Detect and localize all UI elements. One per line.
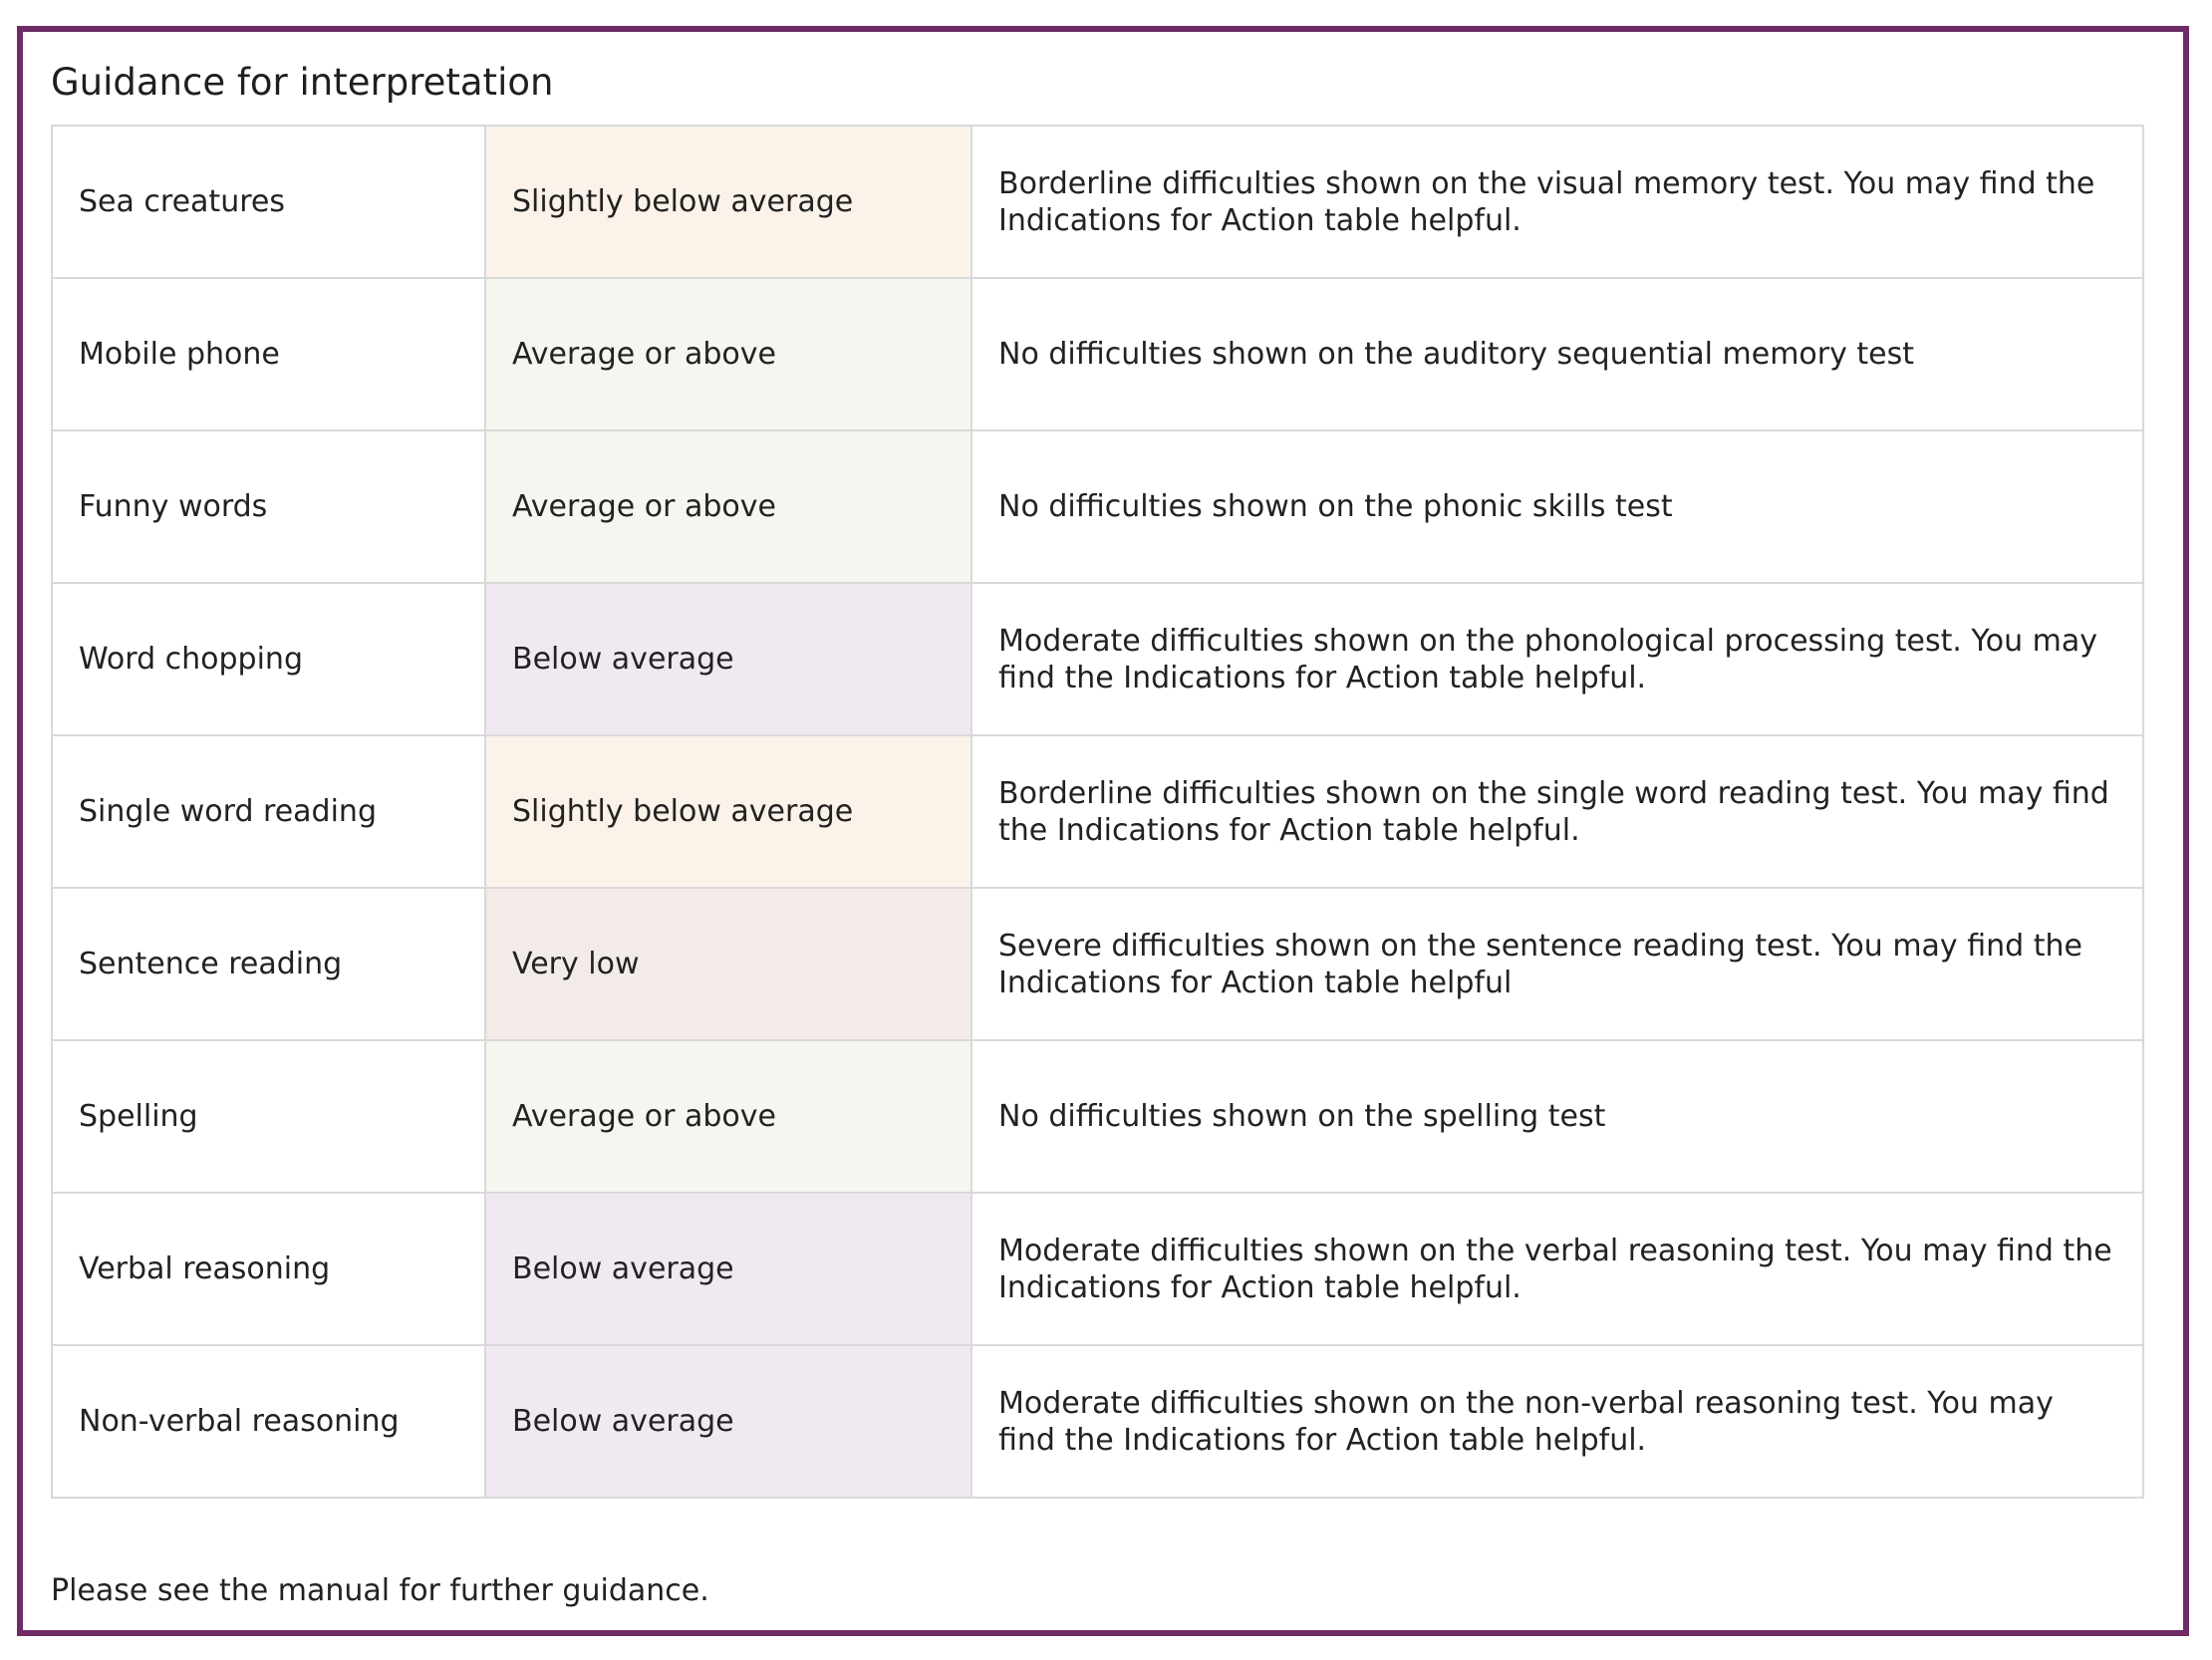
- test-name-cell: Mobile phone: [52, 278, 485, 430]
- table-row: [52, 1193, 2143, 1345]
- result-cell: Below average: [485, 1345, 971, 1498]
- result-cell: Slightly below average: [485, 126, 971, 278]
- test-name-cell: Non-verbal reasoning: [52, 1345, 485, 1498]
- test-name-cell: Word chopping: [52, 583, 485, 735]
- result-cell: Slightly below average: [485, 735, 971, 888]
- panel-title: Guidance for interpretation: [51, 61, 554, 104]
- table-row: [52, 126, 2143, 278]
- result-cell: Average or above: [485, 430, 971, 583]
- table-row: [52, 735, 2143, 888]
- test-name-cell: Sea creatures: [52, 126, 485, 278]
- description-cell: Severe difficulties shown on the sentence reading test. You may find the Indications for Action table helpful: [971, 888, 2143, 1040]
- table-row: [52, 1345, 2143, 1498]
- table-row: [52, 430, 2143, 583]
- guidance-table-body: [52, 126, 2143, 1498]
- description-cell: Moderate difficulties shown on the phonological processing test. You may find the Indications for Action table helpful.: [971, 583, 2143, 735]
- description-cell: No difficulties shown on the phonic skills test: [971, 430, 2143, 583]
- table-row: [52, 583, 2143, 735]
- test-name-cell: Funny words: [52, 430, 485, 583]
- footer-note: Please see the manual for further guidance.: [51, 1573, 709, 1608]
- test-name-cell: Verbal reasoning: [52, 1193, 485, 1345]
- test-name-cell: Sentence reading: [52, 888, 485, 1040]
- guidance-table: [51, 125, 2144, 1499]
- table-row: [52, 888, 2143, 1040]
- description-cell: Borderline difficulties shown on the single word reading test. You may find the Indications for Action table helpful.: [971, 735, 2143, 888]
- test-name-cell: Spelling: [52, 1040, 485, 1193]
- result-cell: Below average: [485, 1193, 971, 1345]
- description-cell: No difficulties shown on the spelling test: [971, 1040, 2143, 1193]
- result-cell: Average or above: [485, 1040, 971, 1193]
- description-cell: Moderate difficulties shown on the non-verbal reasoning test. You may find the Indications for Action table helpful.: [971, 1345, 2143, 1498]
- table-row: [52, 278, 2143, 430]
- result-cell: Below average: [485, 583, 971, 735]
- result-cell: Very low: [485, 888, 971, 1040]
- description-cell: Borderline difficulties shown on the visual memory test. You may find the Indications for Action table helpful.: [971, 126, 2143, 278]
- result-cell: Average or above: [485, 278, 971, 430]
- test-name-cell: Single word reading: [52, 735, 485, 888]
- table-row: [52, 1040, 2143, 1193]
- description-cell: No difficulties shown on the auditory sequential memory test: [971, 278, 2143, 430]
- description-cell: Moderate difficulties shown on the verbal reasoning test. You may find the Indications for Action table helpful.: [971, 1193, 2143, 1345]
